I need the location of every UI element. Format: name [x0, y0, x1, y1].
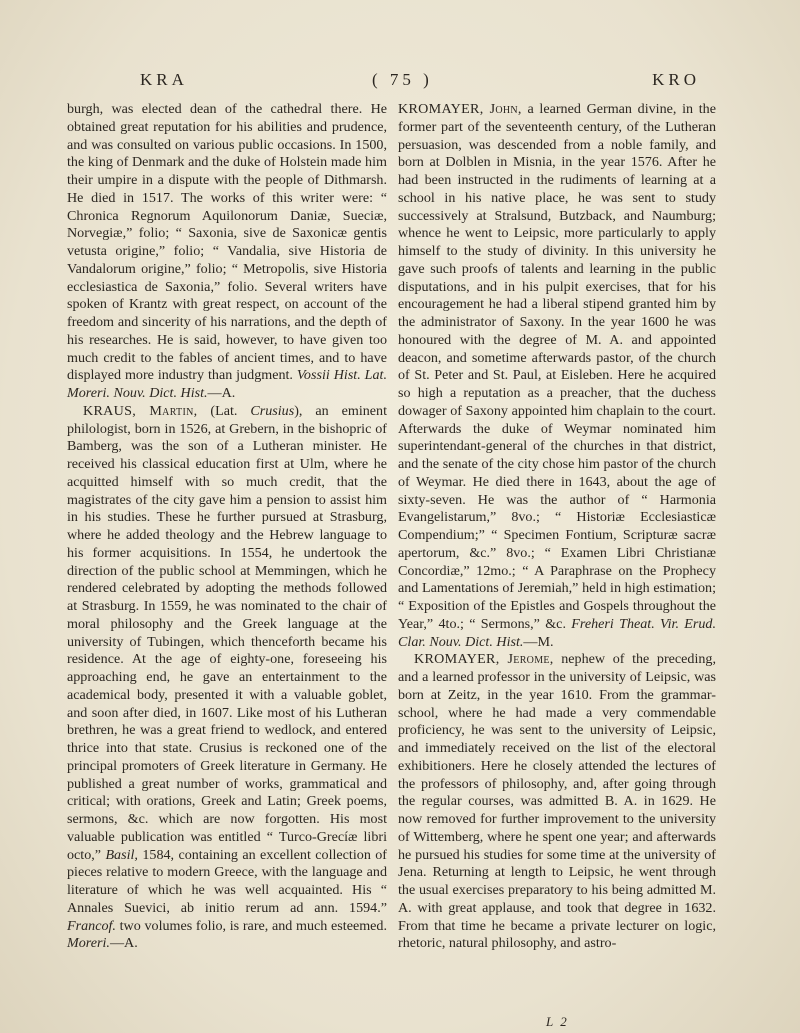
- entry-headword: KROMAYER, John,: [398, 101, 522, 117]
- latin-name: Crusius: [250, 402, 295, 419]
- author-signature: —M.: [523, 633, 554, 650]
- citation: Vossii Hist. Lat. Moreri. Nouv. Dict. Hist.: [67, 367, 387, 401]
- entry-text: burgh, was elected dean of the cathedral there. He obtained great reputation for his abilities and prudence, and was consulted on various public occasions. In 1500, the king of Denmark and the duke of Holstein made him their umpire in a dispute with the people of Dithmarsh. He died in 1517. The works of this writer were: “ Chronica Regnorum Aquilonorum Daniæ, Sueciæ, Norvegiæ,” folio; “ Saxonia, sive de Saxonicæ gentis vetusta origine,” folio; “ Vandalia, sive Historia de Vandalorum origine,” folio; “ Metropolis, sive Historia ecclesiastica de Saxonia,” folio. Several writers have spoken of Krantz with great respect, on account of the freedom and sincerity of his narrations, and the depth of his researches. He is said, however, to have given too much credit to the fables of ancient times, and to have displayed more industry than judgment.: [67, 101, 387, 384]
- entry-headword: KROMAYER, Jerome,: [414, 651, 554, 668]
- entry-text: (Lat.: [197, 402, 251, 419]
- entry-kromayer-jerome: [398, 651, 716, 953]
- running-head: [140, 70, 700, 94]
- entry-text: a learned German divine, in the former part of the seventeenth century, of the Lutheran persuasion, was descended from a noble family, and born at Dolblen in Misnia, in the year 1576. After he had been instructed in the rudiments of learning at a school in his native place, he was sent to study successively at Stralsund, Butzback, and Naumburg; whence he went to Leipsic, more particularly to apply himself to the study of divinity. In this university he gave such proofs of talents and learning in the public disputations, and in his pulpit exercises, that for his encouragement he had a liberal stipend granted him by the administrator of Saxony. In the year 1600 he was honoured with the degree of M. A. and appointed deacon, and sometime afterwards pastor, of the church of St. Peter and St. Paul, at Eisleben. Here he acquired so high a reputation as a preacher, that the duchess dowager of Saxony appointed him chaplain to the court. Afterwards the duke of Weymar nominated him superintendant-general of the churches in that district, and the senate of the city chose him pastor of the church of Weymar. He died there in 1643, about the age of sixty-seven. He was the author of “ Harmonia Evangelistarum,” 8vo.; “ Historiæ Ecclesiasticæ Compendium;” “ Specimen Fontium, Scripturæ sacræ apertorum, &c.” 8vo.; “ Examen Libri Christianæ Concordiæ,” 12mo.; “ A Paraphrase on the Prophecy and Lamentations of Jeremiah,” held in high estimation; “ Exposition of the Epistles and Gospels throughout the Year,” 4to.; “ Sermons,” &c.: [398, 101, 716, 632]
- citation: Moreri.: [67, 935, 110, 952]
- entry-kraus-martin: [67, 403, 387, 953]
- author-signature: —A.: [109, 935, 138, 952]
- signature-mark: L 2: [546, 1014, 569, 1029]
- entry-krantz-continued: [67, 101, 387, 403]
- citation: Freheri Theat. Vir. Erud. Clar. Nouv. Dict. Hist.: [398, 615, 716, 650]
- entry-kromayer-john: [398, 101, 716, 651]
- entry-text: nephew of the preceding, and a learned professor in the university of Leipsic, was born at Zeitz, in the year 1610. From the grammar-school, where he had made a very commendable proficiency, he was sent to the university of Leipsic, and immediately received on the list of the electoral exhibitioners. Here he closely attended the lectures of the professors of philosophy, and, after going through the regular courses, was admitted B. A. in 1629. He now removed for further improvement to the university of Wittemberg, where he spent one year; and afterwards he pursued his studies for some time at the university of Jena. Returning at length to Leipsic, he went through the usual exercises preparatory to his being admitted M. A. with great applause, and took that degree in 1632. From that time he became a private lecturer on logic, rhetoric, natural philosophy, and astro-: [398, 651, 717, 952]
- imprint-place: Francof.: [67, 917, 116, 934]
- running-head-left: KRA: [140, 70, 188, 89]
- entry-text: two volumes folio, is rare, and much esteemed.: [115, 917, 387, 934]
- imprint-place: Basil,: [105, 846, 138, 863]
- page-number: ( 75 ): [372, 70, 433, 89]
- right-column: [398, 101, 716, 953]
- running-head-right: KRO: [652, 70, 700, 89]
- entry-text: 1584, containing an excellent collection of pieces relative to modern Greece, with the language and literature of which he was well acquainted. His “ Annales Suevici, ab initio rerum ad ann. 1594.”: [67, 846, 387, 916]
- author-signature: —A.: [207, 385, 236, 401]
- entry-text: ), an eminent philologist, born in 1526, at Grebern, in the bishopric of Bamberg, was the son of a Lutheran minister. He received his classical education first at Ulm, where he acquitted himself with so much credit, that the magistrates of the city gave him a pension to assist him in his studies. These he further pursued at Strasburg, where he added theology and the Hebrew language to his former acquisitions. In 1554, he undertook the direction of the public school at Memmingen, which he rendered celebrated by adopting the methods followed at Strasburg. In 1559, he was nominated to the chair of moral philosophy and the Greek language at the university of Tubingen, which thenceforth became his residence. At the age of eighty-one, foreseeing his approaching end, he gave an entertainment to the academical body, presented it with a valuable goblet, and soon after died, in 1607. Like most of his Lutheran brethren, he was a great friend to wedlock, and entered thrice into that state. Crusius is reckoned one of the principal promoters of Greek literature in Germany. He published a great number of works, grammatical and critical; with orations, Greek and Latin; Greek poems, sermons, &c. which are now forgotten. His most valuable publication was entitled “ Turco-Grecíæ libri octo,”: [67, 402, 388, 863]
- entry-headword: KRAUS, Martin,: [83, 402, 198, 419]
- left-column: [67, 101, 387, 953]
